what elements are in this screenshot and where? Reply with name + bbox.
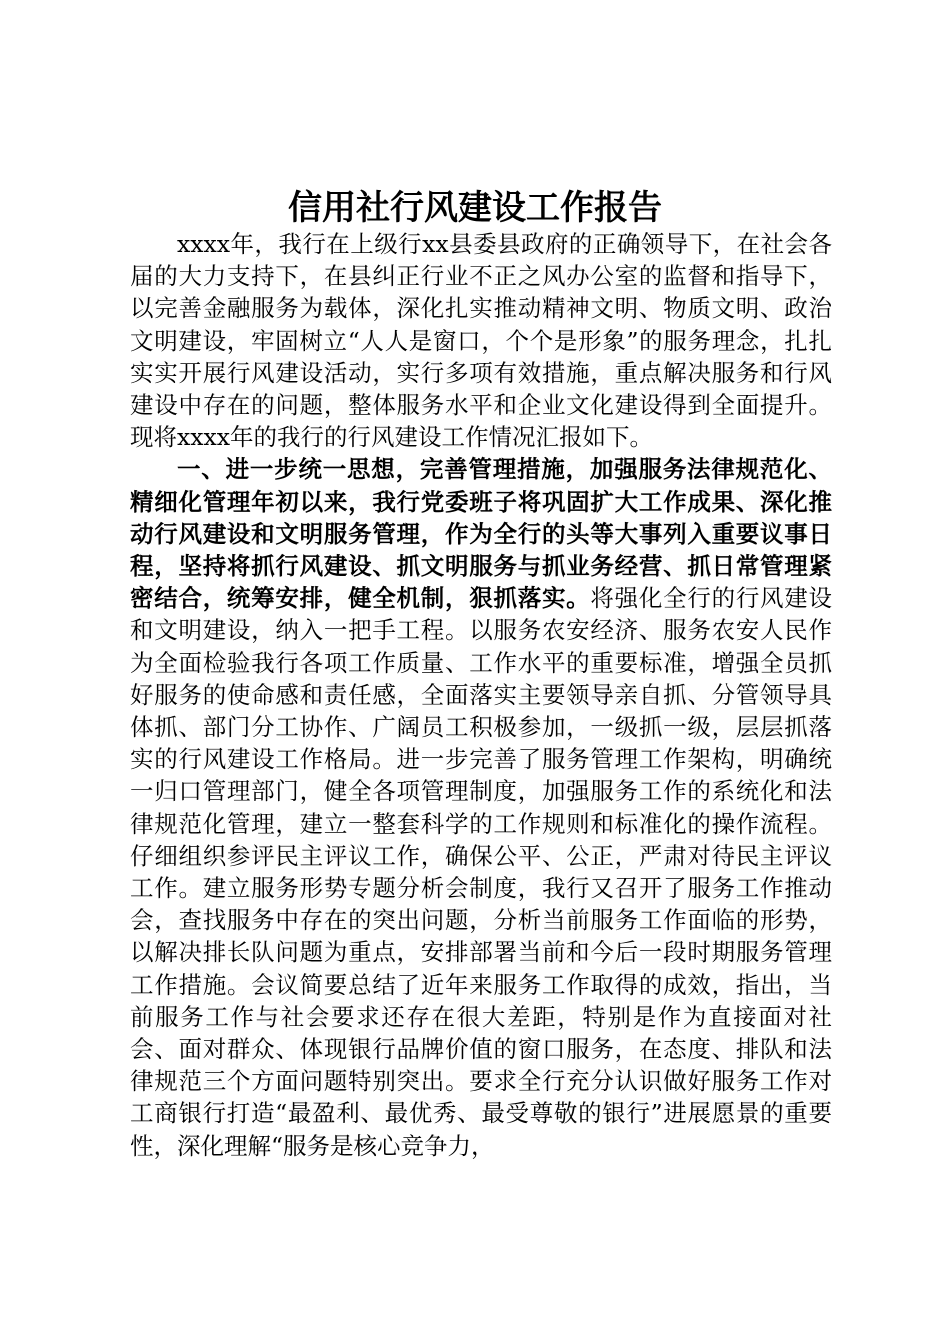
section-one-paragraph xyxy=(130,453,832,1161)
document-title: 信用社行风建设工作报告 xyxy=(288,188,662,228)
section-one-text: 将强化全行的行风建设和文明建设，纳入一把手工程。以服务农安经济、服务农安人民作为全面检验我行各项工作质量、工作水平的重要标准，增强全员抓好服务的使命感和责任感，全面落实主要领导亲自抓、分管领导具体抓、部门分工协作、广阔员工积极参加，一级抓一级，层层抓落实的行风建设工作格局。进一步完善了服务管理工作架构，明确统一归口管理部门，健全各项管理制度，加强服务工作的系统化和法律规范化管理，建立一整套科学的工作规则和标准化的操作流程。仔细组织参评民主评议工作，确保公平、公正，严肃对待民主评议工作。建立服务形势专题分析会制度，我行又召开了服务工作推动会，查找服务中存在的突出问题，分析当前服务工作面临的形势，以解决排长队问题为重点，安排部署当前和今后一段时期服务管理工作措施。会议简要总结了近年来服务工作取得的成效，指出，当前服务工作与社会要求还存在很大差距，特别是作为直接面对社会、面对群众、体现银行品牌价值的窗口服务，在态度、排队和法律规范三个方面问题特别突出。要求全行充分认识做好服务工作对工商银行打造“最盈利、最优秀、最受尊敬的银行”进展愿景的重要性，深化理解“服务是核心竞争力， xyxy=(130,584,833,1160)
intro-paragraph xyxy=(130,228,832,453)
section-one-heading: 一、进一步统一思想，完善管理措施，加强服务法律规范化、精细化管理年初以来，我行党委班子将巩固扩大工作成果、深化推动行风建设和文明服务管理，作为全行的头等大事列入重要议事日程，坚持将抓行风建设、抓文明服务与抓业务经营、抓日常管理紧密结合，统筹安排，健全机制，狠抓落实。 xyxy=(130,455,832,613)
document-body xyxy=(130,228,832,1162)
intro-paragraph-text: xxxx年，我行在上级行xx县委县政府的正确领导下，在社会各届的大力支持下，在县纠正行业不正之风办公室的监督和指导下，以完善金融服务为载体，深化扎实推动精神文明、物质文明、政治文明建设，牢固树立“人人是窗口，个个是形象”的服务理念，扎扎实实开展行风建设活动，实行多项有效措施，重点解决服务和行风建设中存在的问题，整体服务水平和企业文化建设得到全面提升。现将xxxx年的我行的行风建设工作情况汇报如下。 xyxy=(130,230,832,452)
